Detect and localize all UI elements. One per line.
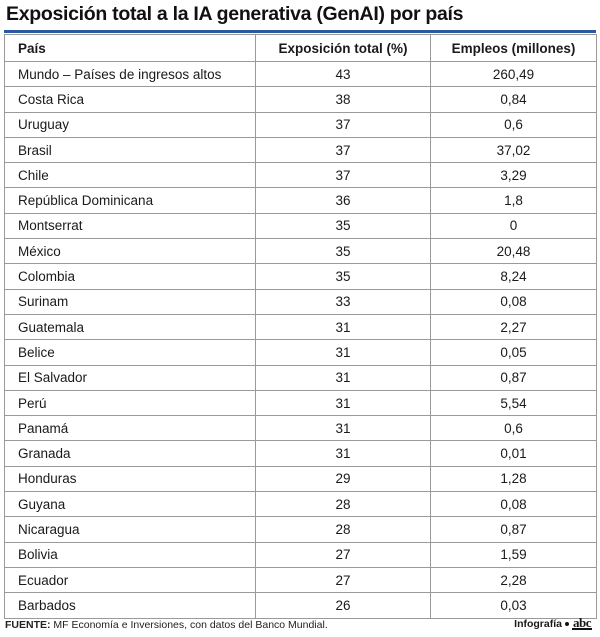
cell-jobs: 0,01 — [431, 441, 597, 466]
cell-exposure: 31 — [256, 365, 431, 390]
cell-jobs: 1,8 — [431, 188, 597, 213]
table-row — [5, 112, 597, 137]
cell-jobs: 8,24 — [431, 264, 597, 289]
cell-jobs: 0,87 — [431, 517, 597, 542]
source-text: MF Economía e Inversiones, con datos del Banco Mundial. — [53, 619, 328, 631]
cell-country: Mundo – Países de ingresos altos — [5, 62, 256, 87]
header-row — [5, 35, 597, 62]
cell-jobs: 0,87 — [431, 365, 597, 390]
table-row — [5, 542, 597, 567]
table-row — [5, 239, 597, 264]
cell-exposure: 43 — [256, 62, 431, 87]
cell-jobs: 0,08 — [431, 289, 597, 314]
table-row — [5, 492, 597, 517]
cell-jobs: 5,54 — [431, 390, 597, 415]
cell-exposure: 33 — [256, 289, 431, 314]
table-row — [5, 517, 597, 542]
cell-jobs: 0,08 — [431, 492, 597, 517]
cell-country: República Dominicana — [5, 188, 256, 213]
cell-country: Chile — [5, 163, 256, 188]
credit — [514, 615, 592, 630]
cell-exposure: 31 — [256, 416, 431, 441]
cell-country: Bolivia — [5, 542, 256, 567]
cell-exposure: 35 — [256, 264, 431, 289]
source-label: FUENTE: — [5, 619, 51, 631]
table-row — [5, 62, 597, 87]
cell-exposure: 31 — [256, 340, 431, 365]
cell-exposure: 31 — [256, 441, 431, 466]
cell-jobs: 0,6 — [431, 112, 597, 137]
cell-jobs: 1,28 — [431, 466, 597, 491]
cell-exposure: 38 — [256, 87, 431, 112]
cell-exposure: 36 — [256, 188, 431, 213]
cell-country: Barbados — [5, 593, 256, 618]
table-row — [5, 264, 597, 289]
cell-country: Surinam — [5, 289, 256, 314]
cell-jobs: 2,27 — [431, 314, 597, 339]
source-note — [5, 619, 328, 631]
bullet-icon — [565, 622, 569, 626]
table-row — [5, 87, 597, 112]
table-row — [5, 466, 597, 491]
cell-jobs: 1,59 — [431, 542, 597, 567]
cell-exposure: 28 — [256, 492, 431, 517]
cell-exposure: 29 — [256, 466, 431, 491]
cell-country: Brasil — [5, 137, 256, 162]
cell-exposure: 31 — [256, 314, 431, 339]
cell-exposure: 28 — [256, 517, 431, 542]
cell-country: Uruguay — [5, 112, 256, 137]
table-row — [5, 567, 597, 592]
column-header-country: País — [5, 35, 256, 62]
cell-country: Costa Rica — [5, 87, 256, 112]
table-row — [5, 188, 597, 213]
title-rule — [4, 30, 596, 33]
cell-jobs: 3,29 — [431, 163, 597, 188]
cell-exposure: 27 — [256, 542, 431, 567]
column-header-exposure: Exposición total (%) — [256, 35, 431, 62]
cell-country: Guatemala — [5, 314, 256, 339]
cell-exposure: 37 — [256, 137, 431, 162]
cell-exposure: 26 — [256, 593, 431, 618]
abc-logo-icon: abc — [573, 615, 591, 630]
cell-jobs: 260,49 — [431, 62, 597, 87]
table-row — [5, 137, 597, 162]
chart-title: Exposición total a la IA generativa (GenAI) por país — [6, 3, 464, 25]
cell-country: Colombia — [5, 264, 256, 289]
cell-country: Nicaragua — [5, 517, 256, 542]
cell-country: Montserrat — [5, 213, 256, 238]
cell-country: Panamá — [5, 416, 256, 441]
cell-exposure: 37 — [256, 163, 431, 188]
cell-jobs: 2,28 — [431, 567, 597, 592]
cell-country: Granada — [5, 441, 256, 466]
cell-country: Perú — [5, 390, 256, 415]
table-row — [5, 441, 597, 466]
table-row — [5, 213, 597, 238]
table-row — [5, 365, 597, 390]
table-row — [5, 593, 597, 618]
table-row — [5, 416, 597, 441]
cell-exposure: 31 — [256, 390, 431, 415]
cell-jobs: 0,6 — [431, 416, 597, 441]
table-row — [5, 163, 597, 188]
cell-jobs: 0,03 — [431, 593, 597, 618]
data-table — [4, 34, 597, 619]
cell-jobs: 0 — [431, 213, 597, 238]
table-row — [5, 314, 597, 339]
table-row — [5, 340, 597, 365]
cell-country: Belice — [5, 340, 256, 365]
cell-jobs: 0,84 — [431, 87, 597, 112]
cell-exposure: 37 — [256, 112, 431, 137]
table-row — [5, 289, 597, 314]
cell-exposure: 27 — [256, 567, 431, 592]
table-body — [5, 62, 597, 619]
cell-country: México — [5, 239, 256, 264]
cell-jobs: 0,05 — [431, 340, 597, 365]
table-row — [5, 390, 597, 415]
cell-exposure: 35 — [256, 213, 431, 238]
credit-label: Infografía — [514, 618, 562, 630]
cell-jobs: 20,48 — [431, 239, 597, 264]
cell-jobs: 37,02 — [431, 137, 597, 162]
column-header-jobs: Empleos (millones) — [431, 35, 597, 62]
cell-country: Honduras — [5, 466, 256, 491]
cell-country: Guyana — [5, 492, 256, 517]
cell-exposure: 35 — [256, 239, 431, 264]
cell-country: El Salvador — [5, 365, 256, 390]
cell-country: Ecuador — [5, 567, 256, 592]
